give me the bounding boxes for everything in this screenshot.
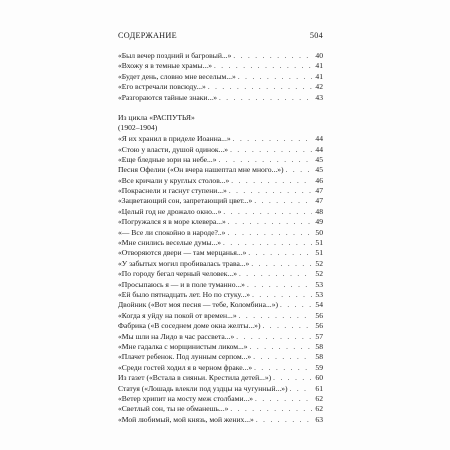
toc-entry-title: «Вхожу я в темные храмы...» xyxy=(118,61,212,71)
toc-entry-page: 46 xyxy=(315,175,323,185)
dot-leader xyxy=(231,176,312,186)
running-header-title: СОДЕРЖАНИЕ xyxy=(118,31,177,40)
toc-entry xyxy=(118,394,323,404)
toc-entry xyxy=(118,300,323,310)
toc-entry xyxy=(118,363,323,373)
toc-entry xyxy=(118,186,323,196)
toc-entry-page: 62 xyxy=(315,393,323,403)
dot-leader xyxy=(236,332,312,342)
toc-entry-title: «Мне снились веселые думы...» xyxy=(118,238,222,248)
dot-leader xyxy=(252,290,312,300)
toc-entry xyxy=(118,290,323,300)
dot-leader xyxy=(251,259,312,269)
toc-entry xyxy=(118,176,323,186)
dot-leader xyxy=(248,248,312,258)
dot-leader xyxy=(254,363,312,373)
toc-entry-title: «Погружался я в море клевера...» xyxy=(118,217,226,227)
toc-entry-page: 51 xyxy=(315,248,323,258)
dot-leader xyxy=(253,352,312,362)
toc-entry-title: «Когда я уйду на покой от времен...» xyxy=(118,310,237,320)
toc-entry-title: Статуя («Лошадь влекли под уздцы на чугунный...») xyxy=(118,383,288,393)
toc-entry-title: «Зацветающий сон, запретающий цвет...» xyxy=(118,196,253,206)
toc-entry-title: «Отворяются двери — там мерцанья...» xyxy=(118,248,247,258)
toc-entry xyxy=(118,311,323,321)
toc-entry-page: 53 xyxy=(315,279,323,289)
section-title: Из цикла «РАСПУТЬЯ» xyxy=(118,112,195,122)
dot-leader xyxy=(219,155,313,165)
dot-leader xyxy=(239,311,312,321)
toc-entry xyxy=(118,61,323,71)
toc-entry-page: 61 xyxy=(315,383,323,393)
toc-entry-title: «Светлый сон, ты не обманешь...» xyxy=(118,404,229,414)
dot-leader xyxy=(214,61,312,71)
toc-entry-page: 42 xyxy=(315,82,323,92)
dot-leader xyxy=(238,72,312,82)
section-gap xyxy=(118,103,323,113)
toc-entry-title: «Разгораются тайные знаки...» xyxy=(118,92,217,102)
toc-entry xyxy=(118,51,323,61)
toc-entry-title: «У забытых могил пробивалась трава...» xyxy=(118,258,250,268)
toc-entry-page: 52 xyxy=(315,269,323,279)
toc-entry-title: «По городу бегал черный человек...» xyxy=(118,269,237,279)
toc-entry-page: 45 xyxy=(315,165,323,175)
dot-leader xyxy=(227,228,312,238)
toc-entry-page: 51 xyxy=(315,238,323,248)
toc-entry xyxy=(118,165,323,175)
dot-leader xyxy=(223,207,312,217)
toc-entry xyxy=(118,259,323,269)
toc-entry xyxy=(118,155,323,165)
dot-leader xyxy=(233,134,312,144)
dot-leader xyxy=(273,373,312,383)
toc-entry-page: 45 xyxy=(315,154,323,164)
toc-entry-page: 49 xyxy=(315,217,323,227)
toc-entry-title: Фабрика («В соседнем доме окна желты...») xyxy=(118,321,261,331)
dot-leader xyxy=(247,280,312,290)
toc-entry xyxy=(118,248,323,258)
toc-entry-page: 44 xyxy=(315,144,323,154)
toc-entry xyxy=(118,404,323,414)
toc-group-1 xyxy=(118,51,323,103)
toc-entry-title: «Его встречали повсюду...» xyxy=(118,82,206,92)
toc-entry-title: «Был вечер поздний и багровый...» xyxy=(118,51,232,60)
toc-entry xyxy=(118,342,323,352)
toc-entry xyxy=(118,93,323,103)
toc-entry-page: 57 xyxy=(315,331,323,341)
dot-leader xyxy=(280,300,312,310)
dot-leader xyxy=(223,238,312,248)
toc-entry-title: Песня Офелии («Он вчера нашептал мне много...») xyxy=(118,165,284,175)
toc-entry xyxy=(118,280,323,290)
toc-entry-page: 63 xyxy=(315,414,323,424)
dot-leader xyxy=(229,186,312,196)
toc-entry xyxy=(118,269,323,279)
toc-entry-page: 60 xyxy=(315,373,323,383)
toc-entry xyxy=(118,196,323,206)
toc-entry-title: «Будет день, словно мне веселым...» xyxy=(118,71,236,81)
toc-entry xyxy=(118,352,323,362)
toc-entry-title: «Покраснели и гаснут ступени...» xyxy=(118,186,227,196)
toc-entry xyxy=(118,207,323,217)
table-of-contents xyxy=(118,51,323,425)
page-number: 504 xyxy=(309,31,323,40)
toc-entry-title: «Еще бледные зори на небе...» xyxy=(118,154,217,164)
toc-entry-page: 58 xyxy=(315,341,323,351)
dot-leader xyxy=(290,384,312,394)
toc-entry-title: «Целый год не дрожало окно...» xyxy=(118,206,222,216)
toc-entry xyxy=(118,373,323,383)
toc-entry-page: 47 xyxy=(315,196,323,206)
toc-entry-title: «Мой любимый, мой князь, мой жених...» xyxy=(118,414,254,424)
toc-entry xyxy=(118,384,323,394)
toc-entry-title: «Ветер хрипит на мосту меж столбами...» xyxy=(118,393,254,403)
toc-entry xyxy=(118,228,323,238)
toc-entry-page: 59 xyxy=(315,362,323,372)
dot-leader xyxy=(262,321,312,331)
toc-entry xyxy=(118,332,323,342)
toc-entry-page: 53 xyxy=(315,290,323,299)
toc-entry-title: «Все кричали у круглых столов...» xyxy=(118,175,230,185)
dot-leader xyxy=(219,93,312,103)
toc-entry-title: «Просыпаюсь я — и в поле туманно...» xyxy=(118,279,245,289)
toc-entry-title: «Я их хранил в приделе Иоанна...» xyxy=(118,134,231,144)
dot-leader xyxy=(228,217,312,227)
toc-entry xyxy=(118,72,323,82)
toc-entry-page: 41 xyxy=(315,71,323,81)
toc-entry-page: 41 xyxy=(315,61,323,71)
toc-entry-page: 48 xyxy=(315,206,323,216)
toc-entry xyxy=(118,321,323,331)
dot-leader xyxy=(230,404,312,414)
toc-entry-page: 40 xyxy=(315,51,323,60)
toc-entry-page: 44 xyxy=(315,134,323,144)
toc-entry-page: 47 xyxy=(315,186,323,196)
dot-leader xyxy=(254,196,312,206)
toc-entry xyxy=(118,82,323,92)
toc-entry-title: «— Все ли спокойно в народе?..» xyxy=(118,227,226,237)
toc-entry-page: 52 xyxy=(315,258,323,268)
section-years: (1902–1904) xyxy=(118,123,158,133)
dot-leader xyxy=(239,269,312,279)
toc-entry-page: 50 xyxy=(315,227,323,237)
toc-entry-title: «Ей было пятнадцать лет. Но по стуку...» xyxy=(118,290,251,299)
toc-entry-page: 56 xyxy=(315,321,323,331)
toc-entry-title: Из газет («Встала в сияньи. Крестила детей...») xyxy=(118,373,272,383)
dot-leader xyxy=(255,394,312,404)
toc-entry-title: Двойник («Вот моя песня — тебе, Коломбина...») xyxy=(118,300,279,310)
toc-entry xyxy=(118,238,323,248)
toc-entry-page: 56 xyxy=(315,310,323,320)
toc-entry-page: 43 xyxy=(315,92,323,102)
toc-entry xyxy=(118,415,323,425)
toc-entry-title: «Плачет ребенок. Под лунным серпом...» xyxy=(118,352,252,362)
toc-entry-title: «Мне гадалка с морщинистым ликом...» xyxy=(118,341,248,351)
toc-entry xyxy=(118,134,323,144)
dot-leader xyxy=(230,145,312,155)
toc-entry-title: «Мы шли на Лидо в час рассвета...» xyxy=(118,331,235,341)
dot-leader xyxy=(256,415,312,425)
toc-entry-title: «Среди гостей ходил я в черном фраке...» xyxy=(118,362,253,372)
dot-leader xyxy=(233,51,312,61)
toc-entry-page: 58 xyxy=(315,352,323,362)
dot-leader xyxy=(208,82,312,92)
toc-entry-page: 62 xyxy=(315,404,323,414)
toc-group-2 xyxy=(118,134,323,425)
toc-entry xyxy=(118,145,323,155)
toc-entry-page: 54 xyxy=(315,300,323,310)
toc-entry xyxy=(118,217,323,227)
dot-leader xyxy=(250,342,312,352)
dot-leader xyxy=(286,165,312,175)
toc-entry-title: «Стою у власти, душой одинок...» xyxy=(118,144,229,154)
